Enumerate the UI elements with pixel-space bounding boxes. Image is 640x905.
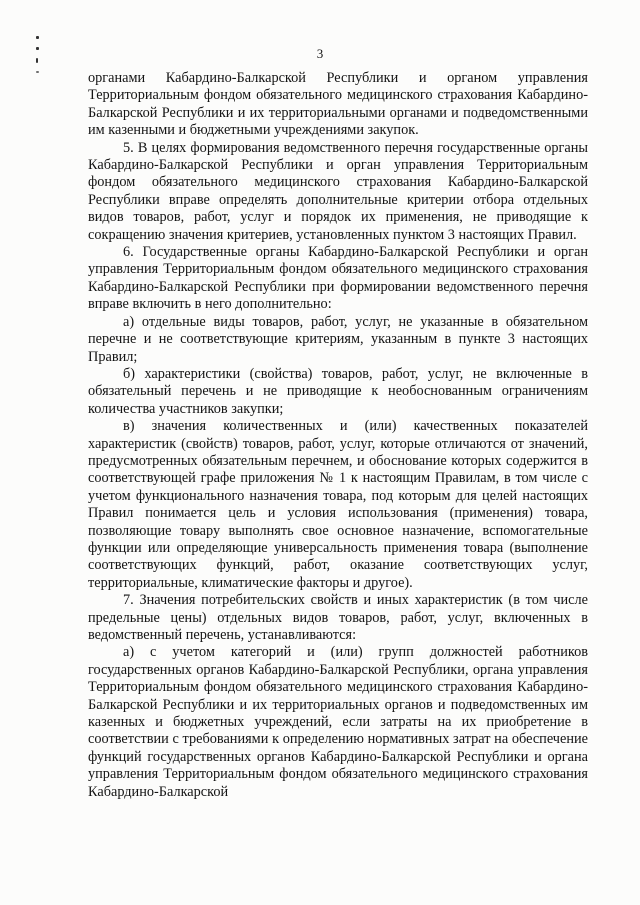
paragraph-clause-6: 6. Государственные органы Кабардино-Балкарской Республики и орган управления Территориальным фондом обязательного медицинского страхования Кабардино-Балкарской Республики при формировании ведомственного перечня вправе включить в него дополнительно: [88,244,588,313]
page-number: 3 [316,46,324,61]
binding-mark [36,36,39,39]
paragraph-clause-5: 5. В целях формирования ведомственного перечня государственные органы Кабардино-Балкарской Республики и орган управления Территориальным фондом обязательного медицинского страхования Кабардино-Балкарской Республики вправе определять дополнительные критерии отбора отдельных видов товаров, работ, услуг и порядок их применения, не приводящие к сокращению значения критериев, установленных пунктом 3 настоящих Правил. [88,139,588,243]
paragraph-clause-7a: а) с учетом категорий и (или) групп должностей работников государственных органов Кабардино-Балкарской Республики, органа управления Территориальным фондом обязательного медицинского страхования Кабардино-Балкарской Республики и их территориальных органов и подведомственных им казенных и бюджетных учреждений, если затраты на их приобретение в соответствии с требованиями к определению нормативных затрат на обеспечение функций государственных органов Кабардино-Балкарской Республики и органа управления Территориальным фондом обязательного медицинского страхования Кабардино-Балкарской [88,644,588,800]
document-body [88,70,588,801]
paragraph-clause-6a: а) отдельные виды товаров, работ, услуг, не указанные в обязательном перечне и не соответствующие критериям, указанным в пункте 3 настоящих Правил; [88,313,588,365]
paragraph-clause-6v: в) значения количественных и (или) качественных показателей характеристик (свойств) товаров, работ, услуг, которые отличаются от значений, предусмотренных обязательным перечнем, и обоснование которых содержится в соответствующей графе приложения № 1 к настоящим Правилам, в том числе с учетом функционального назначения товара, под которым для целей настоящих Правил понимается цель и условия использования (применения) товара, позволяющие товару выполнять свое основное назначение, вспомогательные функции или определяющие универсальность применения товара (выполнение соответствующих функций, работ, оказание соответствующих услуг, территориальные, климатические факторы и другое). [88,418,588,591]
binding-mark [36,71,39,73]
paragraph-continuation: органами Кабардино-Балкарской Республики и органом управления Территориальным фондом обязательного медицинского страхования Кабардино-Балкарской Республики и их территориальными органами и подведомственными им казенными и бюджетными учреждениями закупок. [88,70,588,139]
paragraph-clause-6b: б) характеристики (свойства) товаров, работ, услуг, не включенные в обязательный перечень и не приводящие к необоснованным ограничениям количества участников закупки; [88,365,588,417]
paragraph-clause-7: 7. Значения потребительских свойств и иных характеристик (в том числе предельные цены) отдельных видов товаров, работ, услуг, включенных в ведомственный перечень, устанавливаются: [88,592,588,643]
